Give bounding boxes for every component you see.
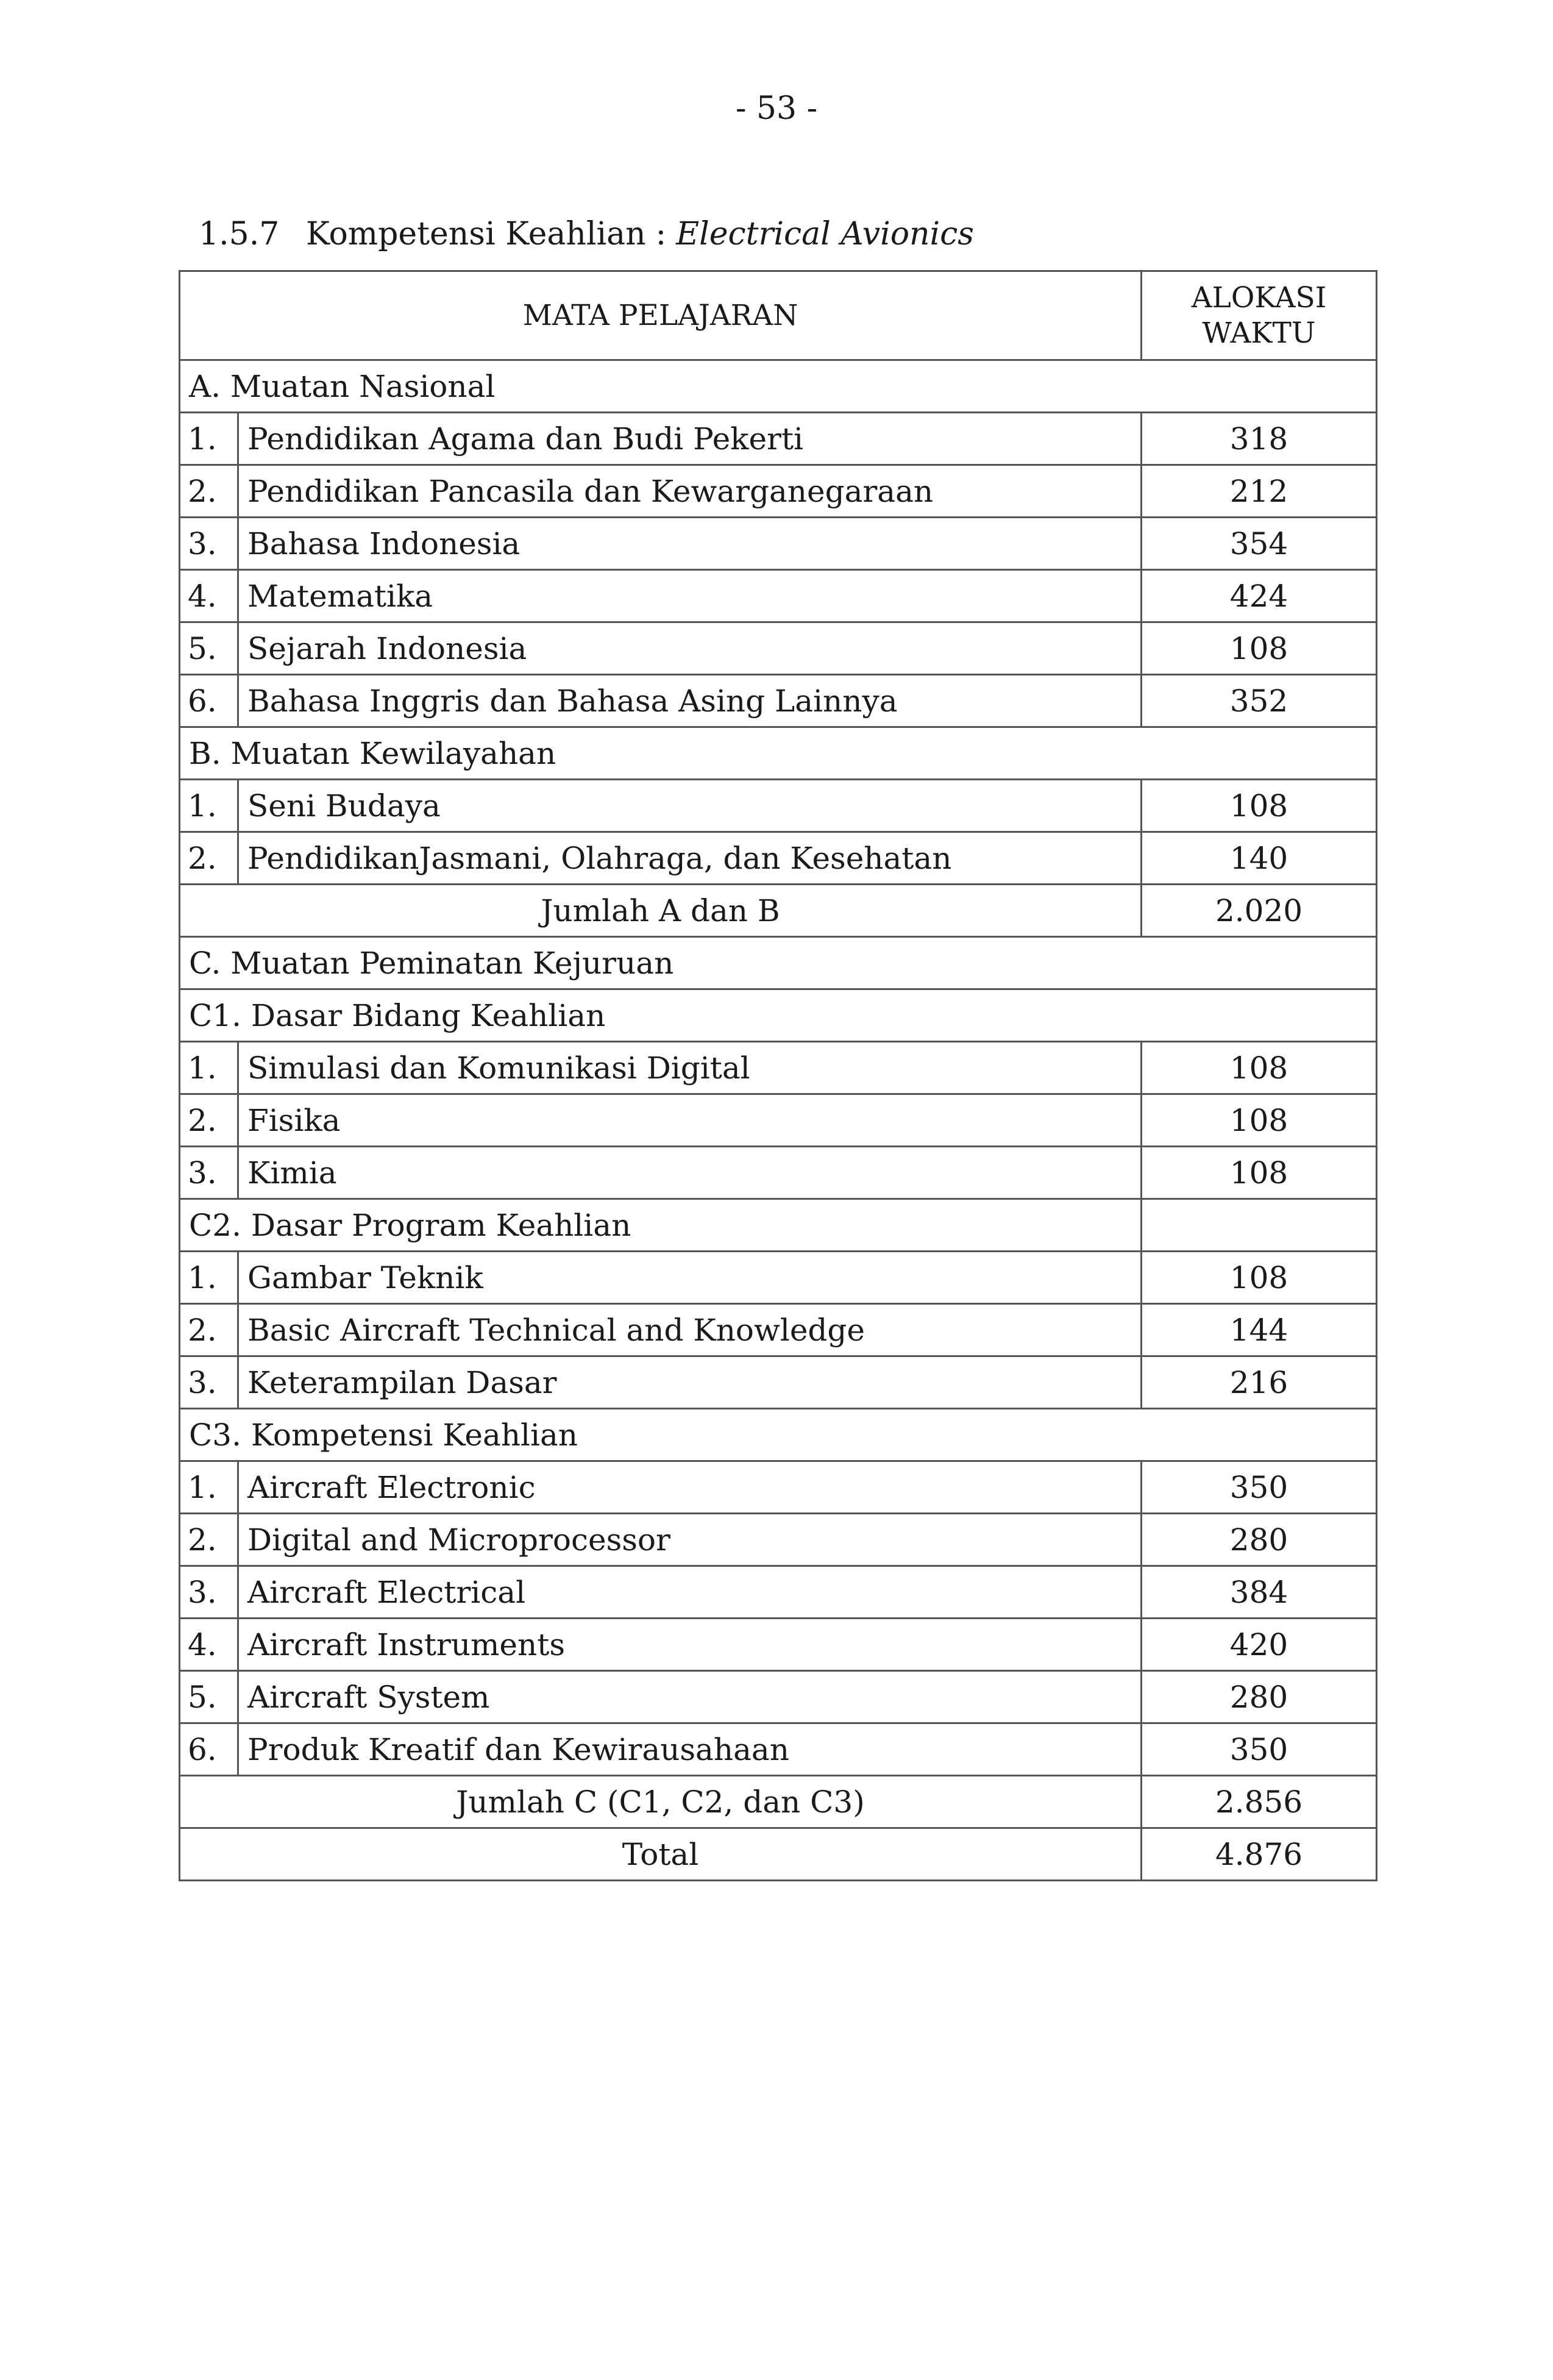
subject-name: Pendidikan Agama dan Budi Pekerti [238,413,1142,465]
row-number: 2. [180,1514,238,1566]
hours-value: 354 [1142,518,1377,570]
subject-name: Keterampilan Dasar [238,1356,1142,1409]
subject-name: Simulasi dan Komunikasi Digital [238,1042,1142,1094]
hours-value: 108 [1142,780,1377,832]
header-allocation-line2: WAKTU [1202,316,1316,350]
group-label: C. Muatan Peminatan Kejuruan [180,937,1377,989]
table-row [180,1461,1377,1514]
header-subject: MATA PELAJARAN [180,271,1142,360]
hours-value: 108 [1142,1094,1377,1147]
subtotal-value: 2.856 [1142,1776,1377,1828]
row-number: 3. [180,1147,238,1199]
subject-name: PendidikanJasmani, Olahraga, dan Kesehatan [238,832,1142,885]
group-label: C2. Dasar Program Keahlian [180,1199,1142,1252]
subject-name: Sejarah Indonesia [238,622,1142,675]
hours-value: 280 [1142,1514,1377,1566]
row-number: 2. [180,832,238,885]
hours-value: 350 [1142,1723,1377,1776]
hours-value: 108 [1142,1147,1377,1199]
table-row [180,1356,1377,1409]
hours-value: 350 [1142,1461,1377,1514]
row-number: 1. [180,780,238,832]
group-row-b [180,727,1377,780]
group-label: C1. Dasar Bidang Keahlian [180,989,1377,1042]
hours-value: 424 [1142,570,1377,622]
table-row [180,1619,1377,1671]
table-row [180,1671,1377,1723]
row-number: 2. [180,465,238,518]
subject-name: Aircraft Instruments [238,1619,1142,1671]
row-number: 5. [180,622,238,675]
row-number: 4. [180,1619,238,1671]
row-number: 2. [180,1094,238,1147]
table-row [180,1723,1377,1776]
program-name: Electrical Avionics [676,216,974,252]
subtotal-label: Jumlah A dan B [180,885,1142,937]
subtotal-value: 2.020 [1142,885,1377,937]
group-row-c2 [180,1199,1377,1252]
table-header-row [180,271,1377,360]
hours-value: 216 [1142,1356,1377,1409]
table-row [180,1042,1377,1094]
subject-name: Matematika [238,570,1142,622]
header-allocation-line1: ALOKASI [1191,280,1327,315]
row-number: 4. [180,570,238,622]
row-number: 1. [180,1252,238,1304]
empty-cell [1142,1199,1377,1252]
subject-name: Fisika [238,1094,1142,1147]
total-row [180,1828,1377,1881]
group-row-c1 [180,989,1377,1042]
section-heading [199,216,974,252]
row-number: 1. [180,1461,238,1514]
subject-name: Bahasa Inggris dan Bahasa Asing Lainnya [238,675,1142,727]
table-row [180,675,1377,727]
table-row [180,518,1377,570]
group-label: C3. Kompetensi Keahlian [180,1409,1377,1461]
table-row [180,465,1377,518]
table-row [180,1147,1377,1199]
row-number: 2. [180,1304,238,1356]
row-number: 5. [180,1671,238,1723]
subject-name: Aircraft System [238,1671,1142,1723]
group-row-a [180,360,1377,413]
subject-name: Seni Budaya [238,780,1142,832]
subject-name: Basic Aircraft Technical and Knowledge [238,1304,1142,1356]
subject-name: Digital and Microprocessor [238,1514,1142,1566]
hours-value: 108 [1142,1252,1377,1304]
group-label: B. Muatan Kewilayahan [180,727,1377,780]
curriculum-table [179,270,1377,1881]
hours-value: 108 [1142,1042,1377,1094]
hours-value: 140 [1142,832,1377,885]
subject-name: Aircraft Electrical [238,1566,1142,1619]
row-number: 1. [180,413,238,465]
subject-name: Bahasa Indonesia [238,518,1142,570]
hours-value: 384 [1142,1566,1377,1619]
section-separator: : [655,216,667,252]
table-row [180,622,1377,675]
subject-name: Produk Kreatif dan Kewirausahaan [238,1723,1142,1776]
subject-name: Pendidikan Pancasila dan Kewarganegaraan [238,465,1142,518]
table-row [180,1514,1377,1566]
header-allocation [1142,271,1377,360]
table-row [180,1252,1377,1304]
row-number: 6. [180,1723,238,1776]
subject-name: Aircraft Electronic [238,1461,1142,1514]
row-number: 3. [180,1356,238,1409]
hours-value: 108 [1142,622,1377,675]
hours-value: 144 [1142,1304,1377,1356]
group-row-c [180,937,1377,989]
total-value: 4.876 [1142,1828,1377,1881]
subtotal-row-ab [180,885,1377,937]
table-row [180,413,1377,465]
subtotal-label: Jumlah C (C1, C2, dan C3) [180,1776,1142,1828]
group-row-c3 [180,1409,1377,1461]
hours-value: 352 [1142,675,1377,727]
section-number: 1.5.7 [199,216,280,252]
row-number: 3. [180,1566,238,1619]
table-row [180,832,1377,885]
table-row [180,1094,1377,1147]
subject-name: Gambar Teknik [238,1252,1142,1304]
hours-value: 212 [1142,465,1377,518]
row-number: 3. [180,518,238,570]
row-number: 1. [180,1042,238,1094]
hours-value: 318 [1142,413,1377,465]
table-row [180,1566,1377,1619]
subject-name: Kimia [238,1147,1142,1199]
table-row [180,780,1377,832]
subtotal-row-c [180,1776,1377,1828]
group-label: A. Muatan Nasional [180,360,1377,413]
table-row [180,1304,1377,1356]
hours-value: 420 [1142,1619,1377,1671]
section-label: Kompetensi Keahlian [306,216,646,252]
page-number: - 53 - [735,90,818,127]
total-label: Total [180,1828,1142,1881]
table-row [180,570,1377,622]
hours-value: 280 [1142,1671,1377,1723]
row-number: 6. [180,675,238,727]
